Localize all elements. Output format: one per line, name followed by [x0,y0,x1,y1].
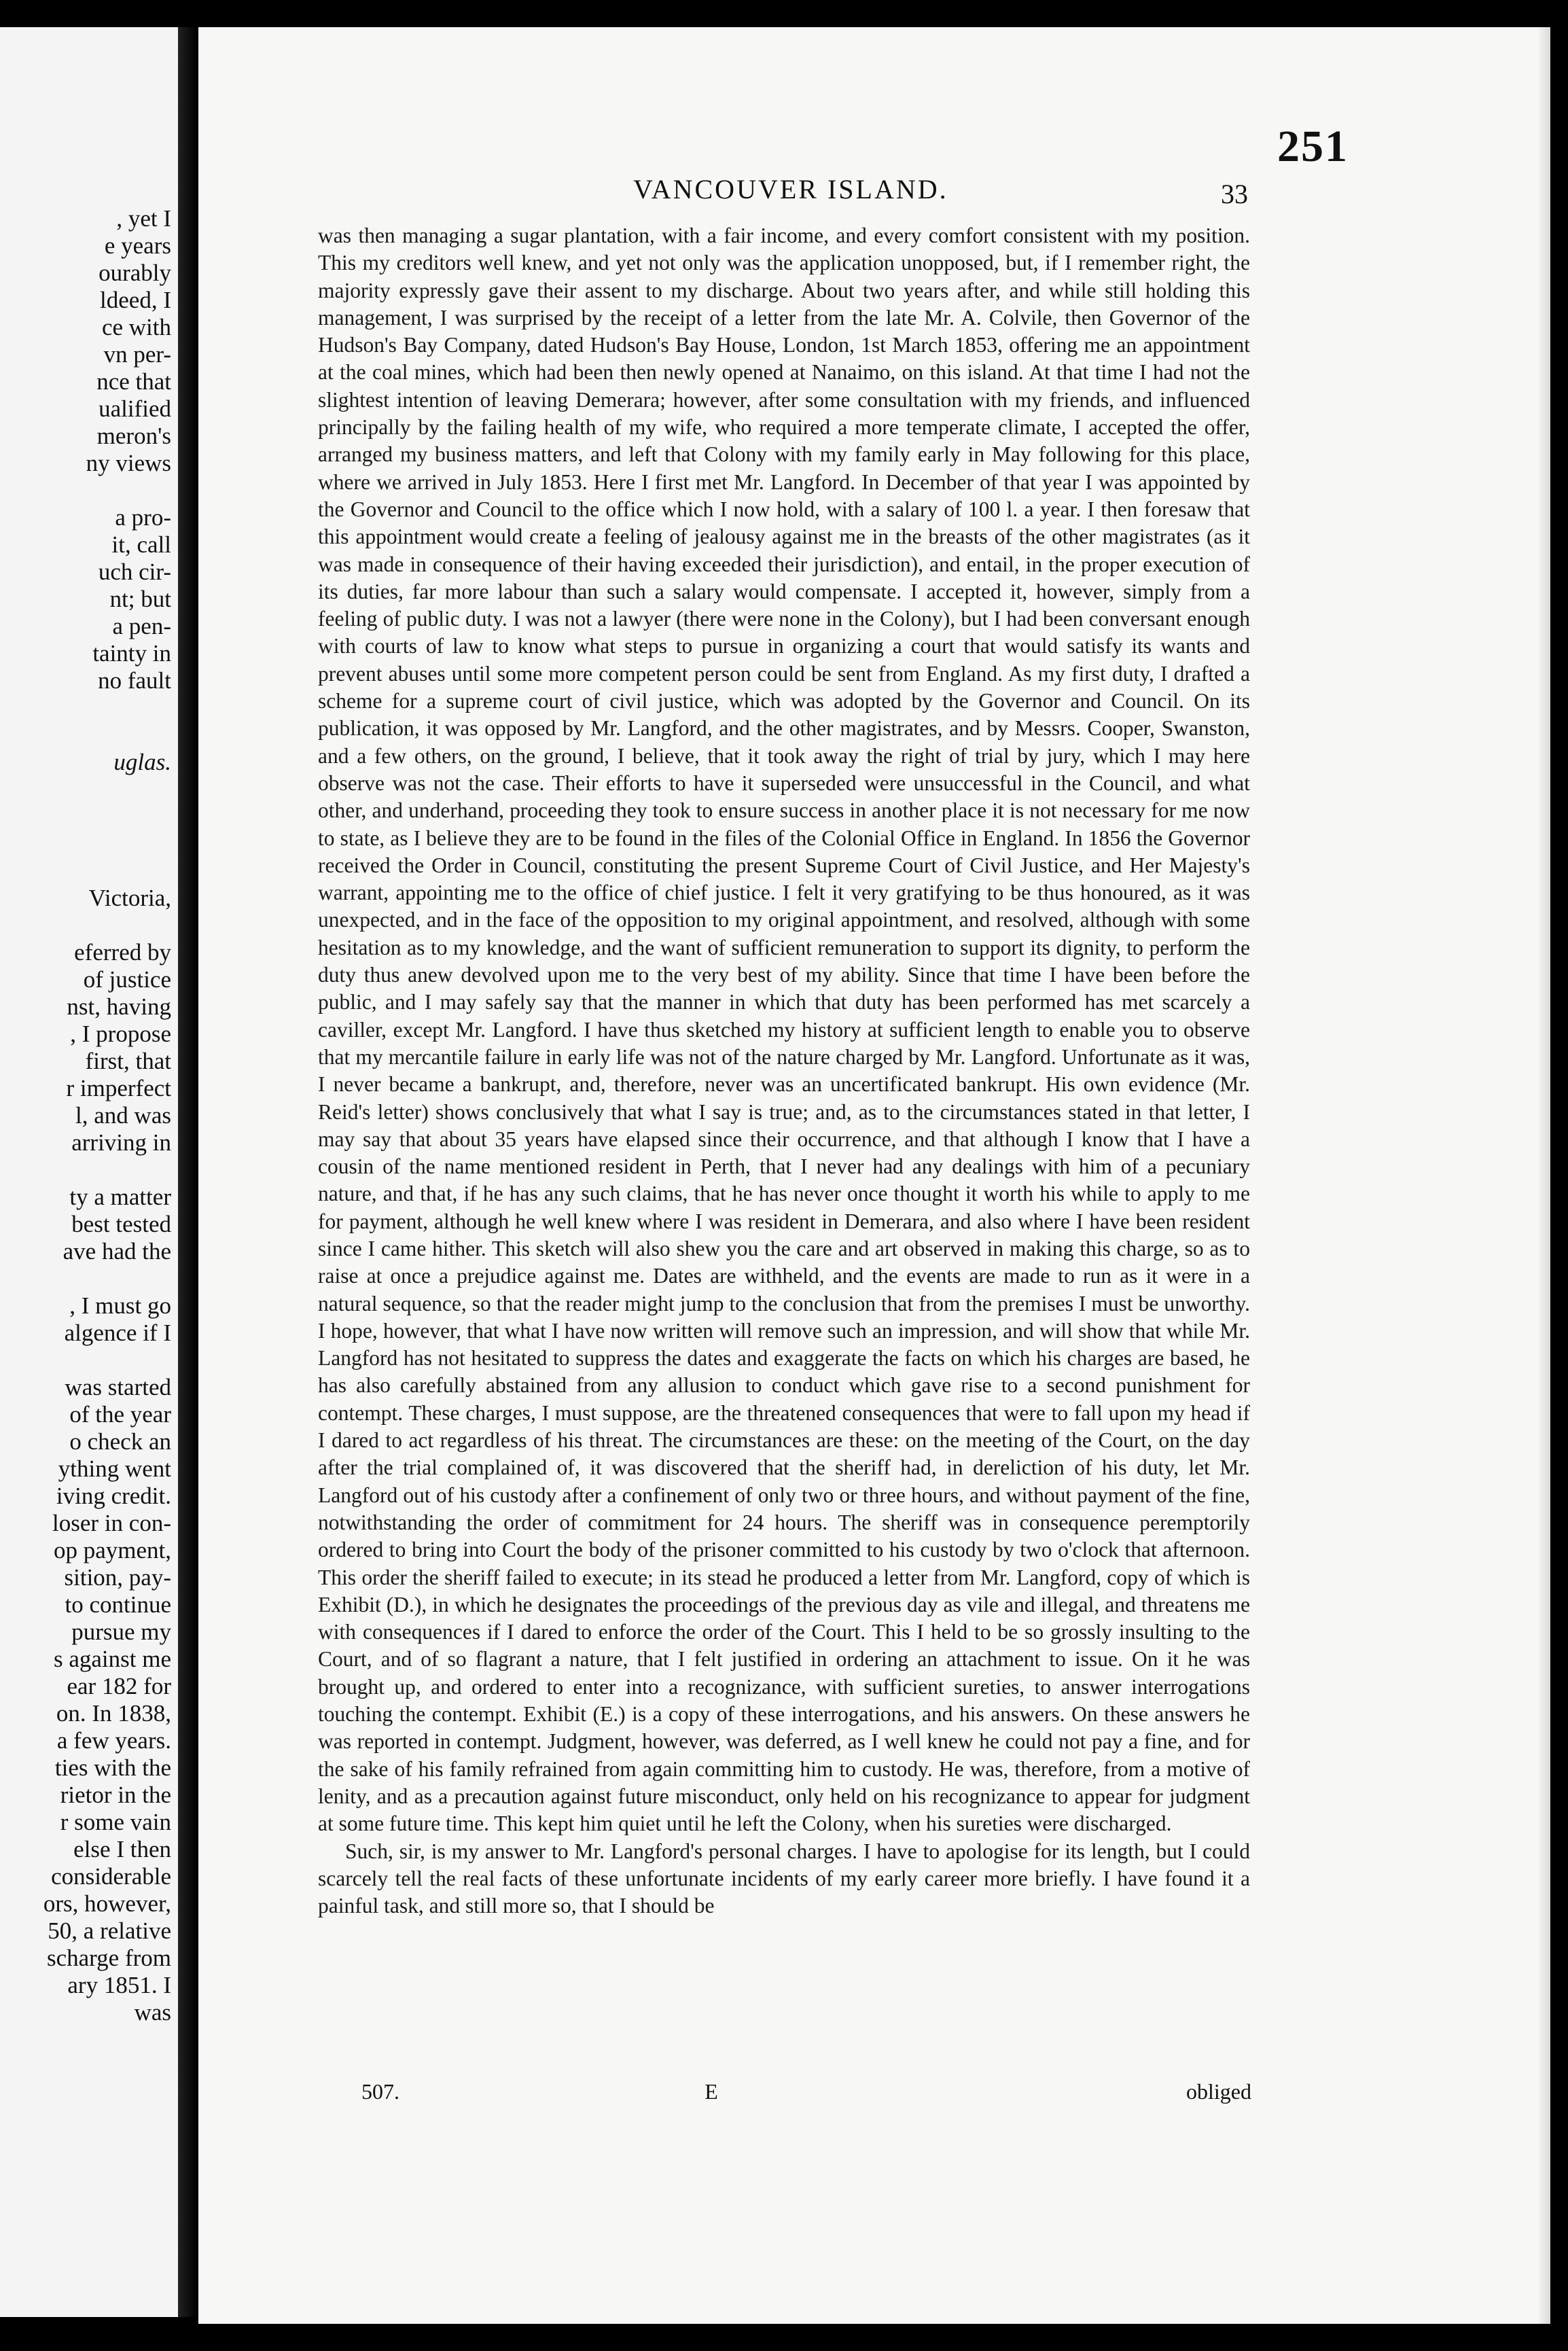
facing-page-line: best tested [71,1211,171,1237]
page-footer [361,2079,1251,2104]
facing-page-line: ty a matter [69,1184,171,1210]
facing-page-line: r imperfect [66,1075,171,1101]
facing-page-line: iving credit. [56,1483,171,1509]
facing-page-line: was [134,1999,171,2026]
facing-page-line: eferred by [74,939,171,966]
facing-page-line: uch cir- [98,559,171,585]
page-number: 33 [1221,179,1248,209]
facing-page-line: a few years. [56,1727,171,1754]
running-head: VANCOUVER ISLAND. [633,174,948,205]
facing-page-line: ear 182 for [67,1673,171,1699]
facing-page-line [0,830,171,858]
facing-page-line: first, that [85,1048,171,1074]
facing-page-line: else I then [73,1836,171,1862]
facing-page-line [0,722,171,749]
facing-page-line: , I propose [70,1021,171,1047]
facing-page-line: scharge from [46,1945,171,1971]
facing-page-line: vn per- [103,341,171,368]
facing-page-line: to continue [65,1591,171,1618]
document-page [198,27,1550,2324]
facing-page-text [0,205,171,2026]
facing-page-line: e years [104,232,171,259]
facing-page-line: l, and was [75,1102,171,1129]
facing-page-line [0,1347,171,1374]
facing-page-line: nst, having [67,993,171,1020]
folio-number: 251 [1277,122,1349,171]
facing-page-line: tainty in [92,640,171,667]
facing-page-line: ary 1851. I [67,1972,171,1998]
facing-page-line: was started [65,1374,171,1400]
facing-page-line [0,694,171,722]
facing-page-line: ce with [101,314,171,340]
facing-page-line: considerable [51,1863,171,1890]
facing-page-line: ave had the [63,1238,171,1265]
facing-page-line: ldeed, I [100,287,171,313]
facing-page-line: arriving in [71,1129,171,1156]
facing-page-line: a pro- [115,504,171,531]
facing-page-line: uglas. [113,749,171,775]
facing-page-line: op payment, [53,1537,171,1563]
facing-page-line [0,1265,171,1292]
facing-page-line: no fault [98,667,171,694]
facing-page-line: Victoria, [88,885,171,911]
facing-page-line: nt; but [109,586,171,612]
facing-page-line: sition, pay- [64,1564,171,1591]
facing-page-line: o check an [69,1428,171,1455]
facing-page-line [0,1156,171,1184]
facing-page-line: loser in con- [52,1510,171,1536]
facing-page [0,27,178,2317]
signature-mark: E [705,2079,718,2104]
facing-page-line [0,912,171,939]
facing-page-line [0,477,171,504]
facing-page-line: meron's [96,423,171,449]
facing-page-line: a pen- [112,613,171,639]
facing-page-line: 50, a relative [48,1917,171,1944]
facing-page-line: , yet I [116,205,171,232]
footer-mark: 507. [361,2079,399,2104]
body-text [318,222,1250,1920]
facing-page-line: rietor in the [60,1782,171,1808]
book-gutter [178,27,197,2317]
facing-page-line: ourably [99,260,171,286]
catchword: obliged [1186,2079,1251,2104]
facing-page-line: on. In 1838, [56,1700,171,1727]
facing-page-line: pursue my [71,1619,171,1645]
facing-page-line: ors, however, [43,1890,171,1917]
facing-page-line [0,803,171,830]
facing-page-line: of justice [83,966,171,993]
facing-page-line: ualified [99,395,171,422]
facing-page-line [0,776,171,803]
facing-page-line: , I must go [69,1292,171,1319]
facing-page-line: ny views [86,450,171,476]
paragraph: was then managing a sugar plantation, with a fair income, and every comfort consistent with my position. This my creditors well knew, and yet not only was the application unopposed, but, if I remember right, the majority expressly gave their assent to my discharge. About two years after, and while still holding this management, I was surprised by the receipt of a letter from the late Mr. A. Colvile, then Governor of the Hudson's Bay Company, dated Hudson's Bay House, London, 1st March 1853, offering me an appointment at the coal mines, which had been then newly opened at Nanaimo, on this island. At that time I had not the slightest intention of leaving Demerara; however, after some consultation with my friends, and influenced principally by the failing health of my wife, who required a more temperate climate, I accepted the offer, arranged my business matters, and left that Colony with my family early in May following for this place, where we arrived in July 1853. Here I first met Mr. Langford. In December of that year I was appointed by the Governor and Council to the office which I now hold, with a salary of 100 l. a year. I then foresaw that this appointment would create a feeling of jealousy against me in the breasts of the other magistrates (as it was made in consequence of their having exceeded their jurisdiction), and entail, in the proper execution of its duties, far more labour than such a salary would compensate. I accepted it, however, simply from a feeling of public duty. I was not a lawyer (there were none in the Colony), but I had been conversant enough with courts of law to know what steps to pursue in organizing a court that would satisfy its wants and prevent abuses until some more competent person could be sent from England. As my first duty, I drafted a scheme for a supreme court of civil justice, which was adopted by the Governor and Council. On its publication, it was opposed by Mr. Langford, and the other magistrates, and by Messrs. Cooper, Swanston, and a few others, on the ground, I believe, that it took away the right of trial by jury, which I may here observe was not the case. Their efforts to have it superseded were unsuccessful in the Council, and what other, and underhand, proceeding they took to ensure success in another place it is not necessary for me now to state, as I believe they are to be found in the files of the Colonial Office in England. In 1856 the Governor received the Order in Council, constituting the present Supreme Court of Civil Justice, and Her Majesty's warrant, appointing me to the office of chief justice. I felt it very gratifying to be thus honoured, as it was unexpected, and in the face of the opposition to my original appointment, and resolved, although with some hesitation as to my knowledge, and the want of sufficient remuneration to support its dignity, to perform the duty thus anew devolved upon me to the very best of my ability. Since that time I have been before the public, and I may safely say that the manner in which that duty has been performed has met scarcely a caviller, except Mr. Langford. I have thus sketched my history at sufficient length to enable you to observe that my mercantile failure in early life was not of the nature charged by Mr. Langford. Unfortunate as it was, I never became a bankrupt, and, therefore, never was an uncertificated bankrupt. His own evidence (Mr. Reid's letter) shows conclusively that what I say is true; and, as to the circumstances stated in that letter, I may say that about 35 years have elapsed since their occurrence, and that although I know that I have a cousin of the name mentioned resident in Perth, that I never had any dealings with him of a pecuniary nature, and that, if he has any such claims, that he has never once thought it worth his while to apply to me for payment, although he well knew where I was resident in Demerara, and also where I have been resident since I came hither. This sketch will also shew you the care and art observed in making this charge, so as to raise at once a prejudice against me. Dates are withheld, and the events are made to run as it were in a natural sequence, so that the reader might jump to the conclusion that from the premises I must be unworthy. I hope, however, that what I have now written will remove such an impression, and will show that while Mr. Langford has not hesitated to suppress the dates and exaggerate the facts on which his charges are based, he has also carefully abstained from any allusion to conduct which gave rise to a second punishment for contempt. These charges, I must suppose, are the threatened consequences that were to fall upon my head if I dared to act regardless of his threat. The circumstances are these: on the meeting of the Court, on the day after the trial complained of, it was discovered that the sheriff had, in dereliction of his duty, let Mr. Langford out of his custody after a confinement of only two or three hours, and without payment of the fine, notwithstanding the order of commitment for 24 hours. The sheriff was in consequence peremptorily ordered to bring into Court the body of the prisoner committed to his custody by two o'clock that afternoon. This order the sheriff failed to execute; in its stead he produced a letter from Mr. Langford, copy of which is Exhibit (D.), in which he designates the proceedings of the previous day as vile and illegal, and threatens me with consequences if I dared to enforce the order of the Court. This I held to be so grossly insulting to the Court, and of so flagrant a nature, that I felt justified in ordering an attachment to issue. On it he was brought up, and ordered to enter into a recognizance, with sufficient sureties, to answer interrogations touching the contempt. Exhibit (E.) is a copy of these interrogations, and his answers. On these answers he was reported in contempt. Judgment, however, was deferred, as I well knew he could not pay a fine, and for the sake of his family refrained from again committing him to custody. He was, therefore, from a motive of lenity, and as a precaution against future misconduct, only held on his recognizance to appear for judgment at some future time. This kept him quiet until he left the Colony, when his sureties were discharged. [318,224,1250,1836]
facing-page-line: ything went [58,1455,171,1482]
facing-page-line: it, call [111,531,171,558]
facing-page-line [0,858,171,885]
facing-page-line: ties with the [54,1754,171,1781]
facing-page-line: algence if I [64,1320,171,1346]
facing-page-line: of the year [69,1401,171,1428]
paragraph: Such, sir, is my answer to Mr. Langford's personal charges. I have to apologise for its length, but I could scarcely tell the real facts of these unfortunate incidents of my early career more briefly. I have found it a painful task, and still more so, that I should be [318,1839,1250,1918]
facing-page-line: nce that [96,368,171,395]
facing-page-line: r some vain [60,1809,171,1835]
facing-page-line: s against me [53,1646,171,1672]
